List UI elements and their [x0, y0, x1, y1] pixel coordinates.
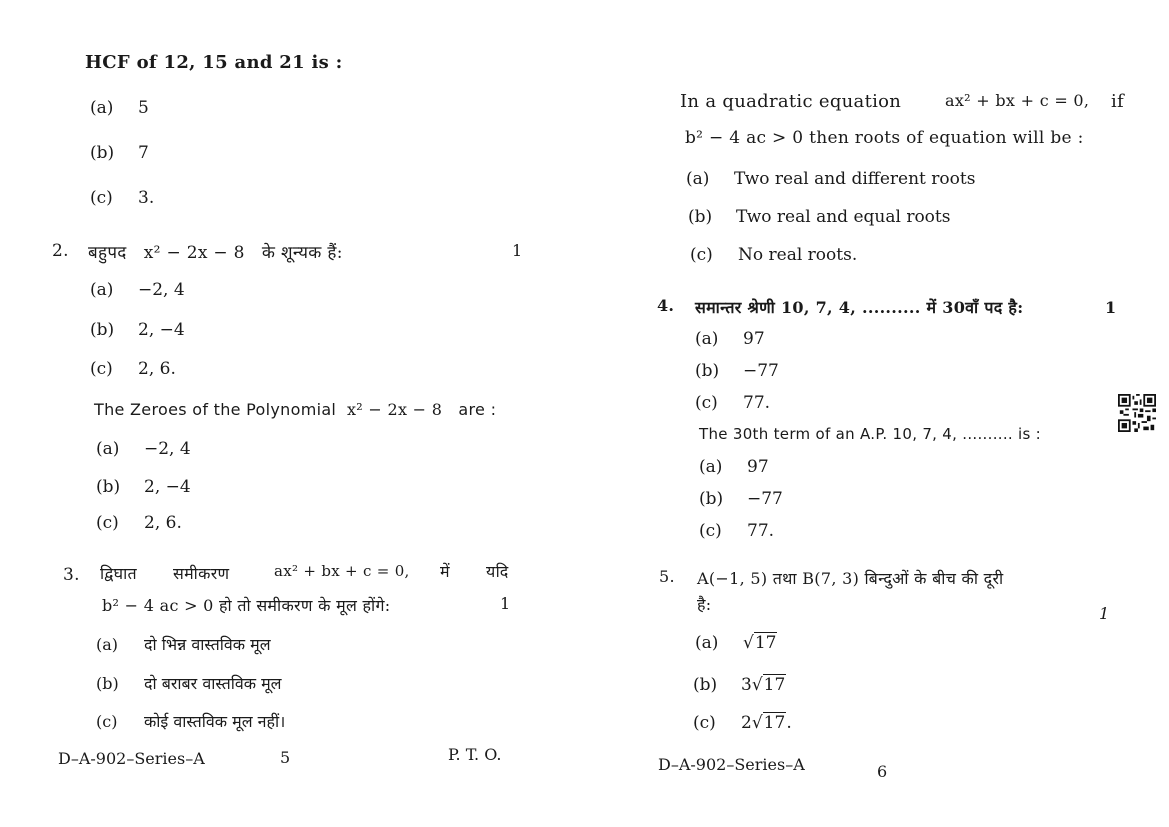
q2-hindi-question: बहुपद x² − 2x − 8 के शून्यक हैं: — [88, 243, 343, 263]
footer-page-number: 5 — [280, 748, 291, 767]
q4-hindi-option-a: (a) 97 — [695, 329, 765, 349]
q4-hindi-option-c: (c) 77. — [695, 393, 771, 413]
footer-code: D–A-902–Series–A — [658, 755, 805, 774]
q5-option-c: (c) 2√17. — [693, 713, 792, 733]
q3-english-line1-b: if — [1111, 91, 1125, 112]
q3-english-line1-a: In a quadratic equation — [680, 91, 902, 112]
q4-english-option-a: (a) 97 — [699, 457, 769, 477]
q3-english-line2: b² − 4 ac > 0 then roots of equation will be : — [685, 128, 1084, 148]
q5-question-line1: A(−1, 5) तथा B(7, 3) बिन्दुओं के बीच की दूरी — [697, 569, 1004, 588]
q3-option-b: (b) दो बराबर वास्तविक मूल — [96, 674, 282, 693]
q5-option-b: (b) 3√17 — [693, 675, 786, 695]
q3-english-option-a: (a) Two real and different roots — [686, 169, 976, 189]
q1-option-c: (c) 3. — [90, 188, 155, 208]
q2-hindi-option-b: (b) 2, −4 — [90, 320, 185, 340]
qr-code-icon — [1118, 394, 1156, 432]
q2-english-option-a: (a) −2, 4 — [96, 439, 191, 459]
q3-hindi-line1-c: में — [440, 562, 450, 581]
footer-page-number: 6 — [877, 762, 888, 781]
q5-number: 5. — [659, 567, 675, 586]
q3-hindi-line2: b² − 4 ac > 0 हो तो समीकरण के मूल होंगे: — [102, 596, 391, 615]
q3-english-option-c: (c) No real roots. — [690, 245, 858, 265]
q1-option-b: (b) 7 — [90, 143, 149, 163]
q3-hindi-line1-d: यदि — [486, 562, 509, 581]
left-page — [0, 0, 584, 827]
footer-pto: P. T. O. — [448, 745, 502, 764]
q1-option-a: (a) 5 — [90, 98, 149, 118]
footer-code: D–A-902–Series–A — [58, 749, 205, 768]
q4-english-option-b: (b) −77 — [699, 489, 783, 509]
q2-number: 2. — [52, 241, 69, 261]
q5-marks: 1 — [1099, 604, 1110, 623]
q3-hindi-line1-a: द्विघात — [100, 564, 137, 583]
q3-option-c: (c) कोई वास्तविक मूल नहीं। — [96, 712, 286, 731]
q4-hindi-question: समान्तर श्रेणी 10, 7, 4, .......... में 30वाँ पद है: — [695, 298, 1024, 317]
q2-english-question: The Zeroes of the Polynomial x² − 2x − 8 are : — [94, 400, 497, 419]
q3-marks: 1 — [500, 594, 511, 613]
q3-option-a: (a) दो भिन्न वास्तविक मूल — [96, 635, 271, 654]
q3-english-line1-expr: ax² + bx + c = 0, — [945, 91, 1090, 110]
q4-marks: 1 — [1105, 298, 1117, 317]
q2-english-option-c: (c) 2, 6. — [96, 513, 182, 533]
q5-question-line2: है: — [697, 595, 712, 614]
q2-marks: 1 — [512, 241, 523, 260]
q3-number: 3. — [63, 565, 80, 585]
q4-english-question: The 30th term of an A.P. 10, 7, 4, .......... is : — [699, 425, 1042, 443]
q2-hindi-option-c: (c) 2, 6. — [90, 359, 176, 379]
q4-hindi-option-b: (b) −77 — [695, 361, 779, 381]
q2-hindi-option-a: (a) −2, 4 — [90, 280, 185, 300]
q2-english-option-b: (b) 2, −4 — [96, 477, 191, 497]
q4-number: 4. — [657, 296, 675, 315]
q3-english-option-b: (b) Two real and equal roots — [688, 207, 951, 227]
q1-text: HCF of 12, 15 and 21 is : — [85, 52, 343, 73]
q4-english-option-c: (c) 77. — [699, 521, 775, 541]
right-page — [585, 0, 1169, 827]
q3-hindi-line1-expr: ax² + bx + c = 0, — [274, 562, 410, 580]
q3-hindi-line1-b: समीकरण — [173, 564, 230, 583]
q5-option-a: (a) √17 — [695, 633, 777, 653]
